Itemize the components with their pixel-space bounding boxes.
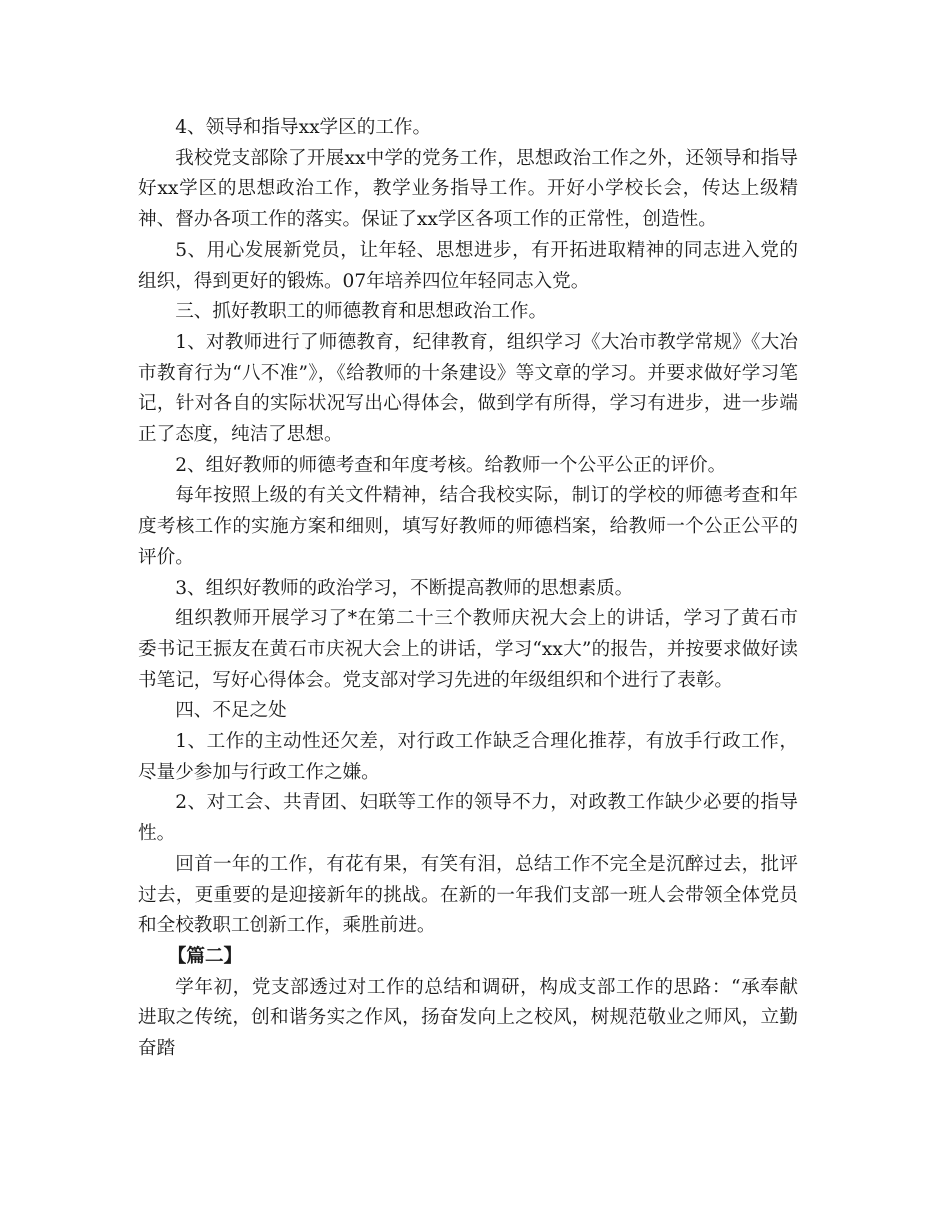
section-heading-part-two: 【篇二】 [167,945,243,967]
section-heading-three: 三、抓好教职工的师德教育和思想政治工作。 [175,301,548,323]
paragraph-item-3-political-study: 3、组织好教师的政治学习，不断提高教师的思想素质。 [175,577,634,599]
paragraph-year-summary: 回首一年的工作，有花有果，有笑有泪，总结工作不完全是沉醉过去，批评过去，更重要的是迎接新年的挑战。在新的一年我们支部一班人会带领全体党员和全校教职工创新工作，乘胜前进。 [138,853,798,937]
paragraph-xx-district-work: 我校党支部除了开展xx中学的党务工作，思想政治工作之外，还领导和指导好xx学区的思想政治工作，教学业务指导工作。开好小学校长会，传达上级精神、督办各项工作的落实。保证了xx学区各项工作的正常性，创造性。 [138,147,798,231]
section-heading-four: 四、不足之处 [175,700,287,722]
paragraph-item-4-heading: 4、领导和指导xx学区的工作。 [175,117,432,138]
paragraph-ethics-education: 1、对教师进行了师德教育，纪律教育，组织学习《大冶市教学常规》《大冶市教育行为“八不准”》，《给教师的十条建设》等文章的学习。并要求做好学习笔记，针对各自的实际状况写出心得体会，做到学有所得，学习有进步，进一步端正了态度，纯洁了思想。 [138,331,798,446]
paragraph-annual-assessment: 每年按照上级的有关文件精神，结合我校实际，制订的学校的师德考查和年度考核工作的实施方案和细则，填写好教师的师德档案，给教师一个公正公平的评价。 [138,485,798,568]
document-body [138,113,798,1065]
paragraph-item-5-new-members: 5、用心发展新党员，让年轻、思想进步，有开拓进取精神的同志进入党的组织，得到更好的锻炼。07年培养四位年轻同志入党。 [138,239,798,292]
paragraph-part-two-opening: 学年初，党支部透过对工作的总结和调研，构成支部工作的思路：“承奉献进取之传统，创和谐务实之作风，扬奋发向上之校风，树规范敬业之师风，立勤奋踏 [138,976,798,1060]
paragraph-study-activities: 组织教师开展学习了*在第二十三个教师庆祝大会上的讲话，学习了黄石市委书记王振友在黄石市庆祝大会上的讲话，学习“xx大”的报告，并按要求做好读书笔记，写好心得体会。党支部对学习先进的年级组织和个进行了表彰。 [138,608,798,691]
paragraph-item-2-assessment: 2、组好教师的师德考查和年度考核。给教师一个公平公正的评价。 [175,454,727,476]
paragraph-shortcoming-2: 2、对工会、共青团、妇联等工作的领导不力，对政教工作缺少必要的指导性。 [138,792,798,845]
paragraph-shortcoming-1: 1、工作的主动性还欠差，对行政工作缺乏合理化推荐，有放手行政工作，尽量少参加与行政工作之嫌。 [138,731,798,783]
